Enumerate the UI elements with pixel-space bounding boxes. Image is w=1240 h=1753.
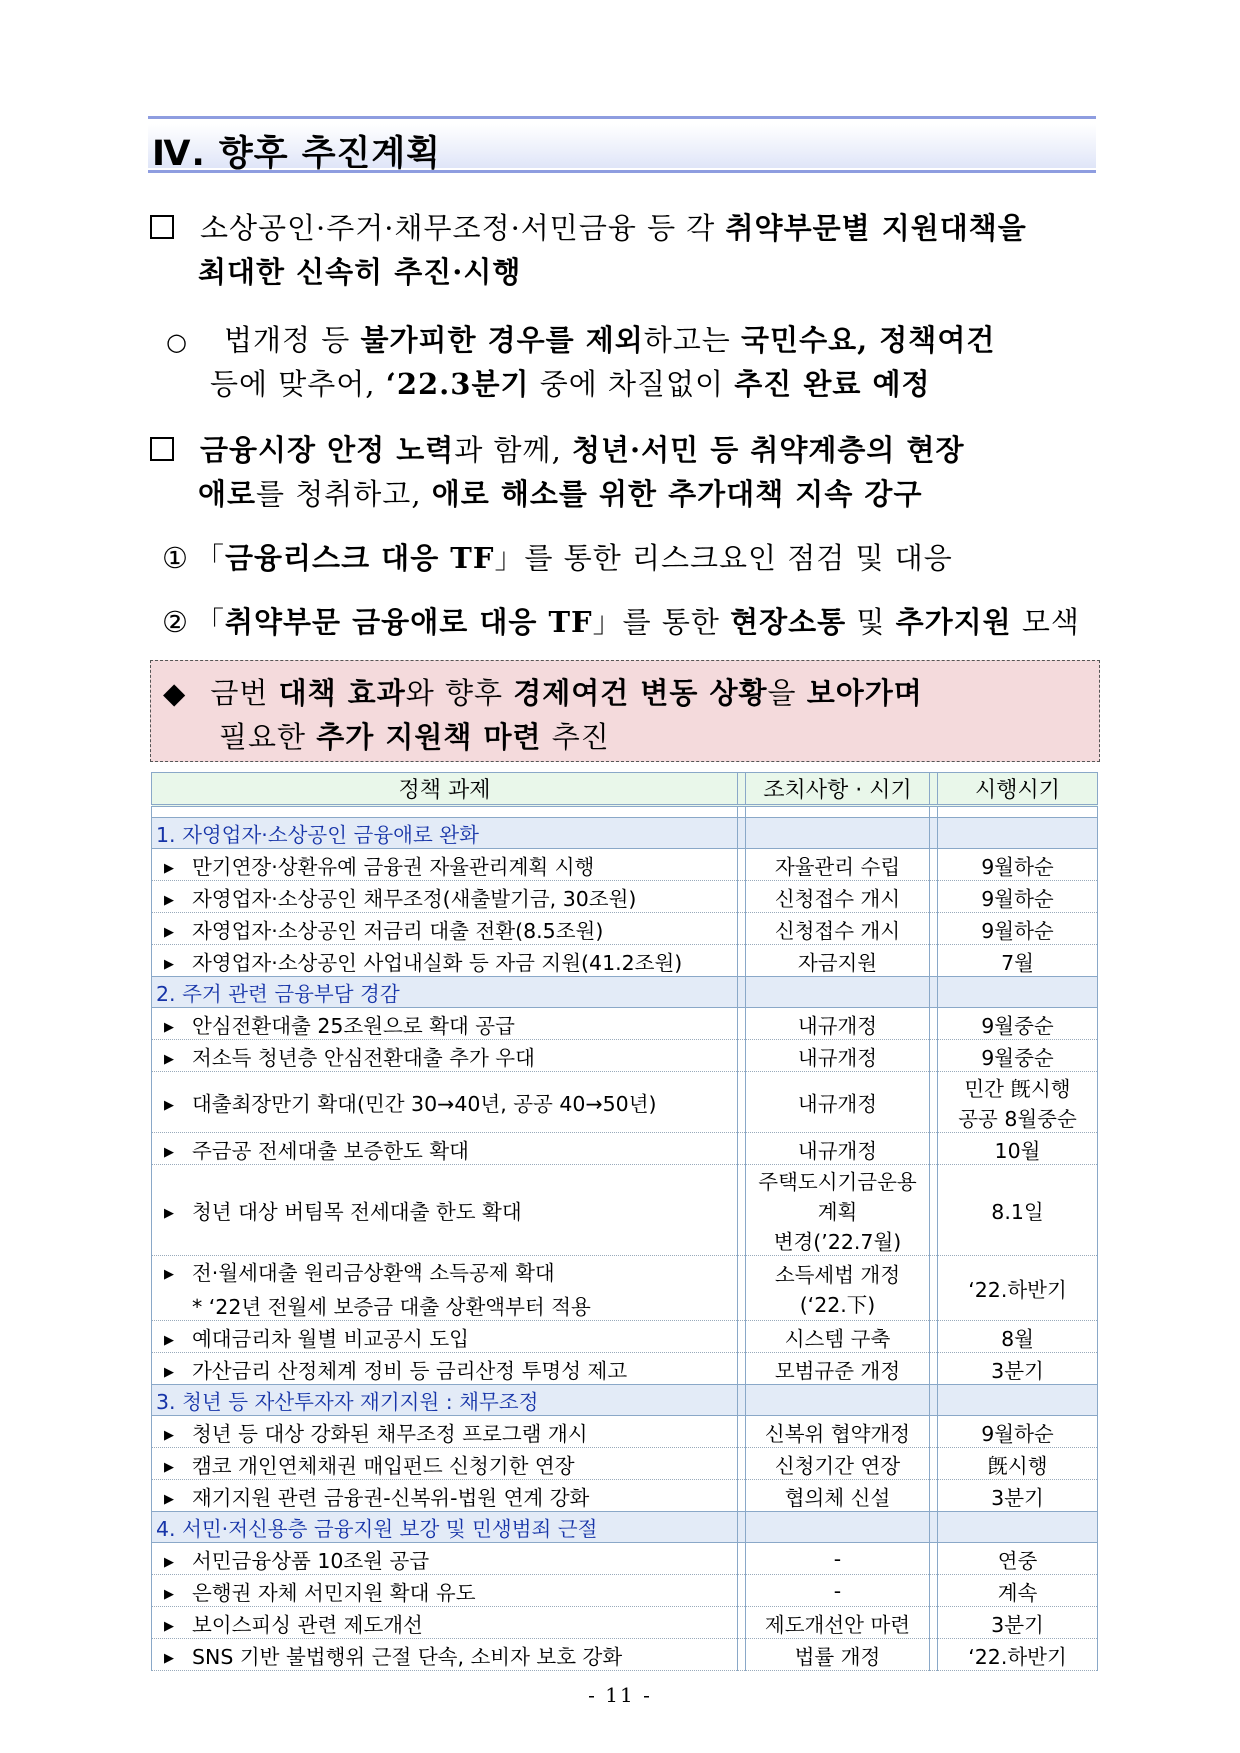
text-run: 국민수요, 정책여건 (741, 323, 996, 357)
task-text: 대출최장만기 확대(민간 30→40년, 공공 40→50년) (192, 1092, 657, 1116)
text-run: 취약부문 금융애로 대응 TF (225, 605, 593, 639)
gap-cell (738, 1416, 746, 1448)
when-cell: 9월하순 (938, 913, 1098, 945)
triangle-bullet-icon: ▶ (164, 892, 174, 908)
text-run: 대책 효과 (278, 676, 406, 710)
gap-cell (738, 849, 746, 881)
bullet-5-line (162, 600, 1080, 641)
spacer-cell (152, 806, 738, 818)
text-run: 애로 (198, 477, 257, 511)
header-when: 시행시기 (938, 773, 1098, 806)
action-cell: 법률 개정 (746, 1639, 930, 1671)
triangle-bullet-icon: ▶ (164, 924, 174, 940)
section-row (152, 977, 1098, 1008)
table-row (152, 1133, 1098, 1165)
table-row (152, 1165, 1098, 1256)
spacer-cell (930, 806, 938, 818)
action-cell: 신청접수 개시 (746, 881, 930, 913)
task-text: 서민금융상품 10조원 공급 (192, 1548, 430, 1573)
diamond-icon: ◆ (163, 676, 187, 710)
task-cell (152, 1416, 738, 1448)
text-run: 애로 해소를 위한 추가대책 지속 강구 (431, 477, 923, 511)
highlight-line-2 (219, 715, 610, 756)
task-text: 저소득 청년층 안심전환대출 추가 우대 (192, 1045, 535, 1070)
text-run: 」를 통한 리스크요인 점검 및 대응 (494, 541, 953, 575)
gap-cell (738, 1321, 746, 1353)
triangle-bullet-icon: ▶ (164, 1618, 174, 1634)
header-action: 조치사항 · 시기 (746, 773, 930, 806)
task-cell (152, 881, 738, 913)
gap-cell (738, 1575, 746, 1607)
when-cell: 9월중순 (938, 1008, 1098, 1040)
task-cell (152, 1353, 738, 1385)
section-header (148, 116, 1096, 176)
triangle-bullet-icon: ▶ (164, 1051, 174, 1067)
spacer-cell (746, 806, 930, 818)
text-run: 「 (195, 541, 226, 575)
text-run: 경제여건 변동 상황 (513, 676, 768, 710)
table-row (152, 1353, 1098, 1385)
section-when-cell (938, 1385, 1098, 1416)
text-run: 소상공인·주거·채무조정·서민금융 등 각 (200, 211, 726, 245)
page-number: - 11 - (588, 1683, 652, 1707)
triangle-bullet-icon: ▶ (164, 1459, 174, 1475)
when-cell: 8.1일 (938, 1165, 1098, 1256)
when-cell: 3분기 (938, 1480, 1098, 1512)
triangle-bullet-icon: ▶ (164, 1206, 174, 1221)
triangle-bullet-icon: ▶ (164, 956, 174, 972)
text-run: 금융시장 안정 노력 (200, 433, 455, 467)
gap-cell (930, 1480, 938, 1512)
task-text: 예대금리차 월별 비교공시 도입 (192, 1326, 469, 1351)
text-run: 추가지원 (895, 605, 1012, 639)
section-title-cell: 4. 서민·저신용층 금융지원 보강 및 민생범죄 근절 (152, 1512, 738, 1543)
bullet-1-line-1 (150, 206, 1027, 247)
bullet-1-line-2 (198, 250, 521, 291)
table-row (152, 1321, 1098, 1353)
action-cell: 모범규준 개정 (746, 1353, 930, 1385)
section-action-cell (746, 818, 930, 849)
text-run: 필요한 (219, 720, 317, 754)
text-run: 「 (195, 605, 226, 639)
task-text: 재기지원 관련 금융권-신복위-법원 연계 강화 (192, 1485, 590, 1510)
table-row (152, 913, 1098, 945)
gap-cell (930, 1448, 938, 1480)
table-row (152, 849, 1098, 881)
action-cell: 협의체 신설 (746, 1480, 930, 1512)
section-title: Ⅳ. 향후 추진계획 (152, 134, 441, 174)
gap-cell (738, 1385, 746, 1416)
action-cell: 신청기간 연장 (746, 1448, 930, 1480)
table-row (152, 1575, 1098, 1607)
action-cell: 주택도시기금운용계획 변경(’22.7월) (746, 1165, 930, 1256)
section-action-cell (746, 1512, 930, 1543)
task-text: 자영업자·소상공인 채무조정(새출발기금, 30조원) (192, 886, 637, 911)
text-run: 하고는 (643, 323, 742, 357)
section-action-cell (746, 977, 930, 1008)
task-text: 안심전환대출 25조원으로 확대 공급 (192, 1013, 515, 1038)
gap-cell (930, 945, 938, 977)
task-text: 은행권 자체 서민지원 확대 유도 (192, 1580, 476, 1605)
gap-cell (930, 818, 938, 849)
text-run: 모색 (1011, 605, 1080, 639)
gap-cell (930, 913, 938, 945)
task-text: 청년 대상 버팀목 전세대출 한도 확대 (192, 1200, 522, 1224)
table-row (152, 1607, 1098, 1639)
text-run: 현장소통 (730, 605, 847, 639)
section-title-cell: 2. 주거 관련 금융부담 경감 (152, 977, 738, 1008)
when-cell: 민간 旣시행 공공 8월중순 (938, 1072, 1098, 1133)
gap-cell (738, 1040, 746, 1072)
bullet-2-line-1 (166, 318, 995, 359)
section-title-cell: 1. 자영업자·소상공인 금융애로 완화 (152, 818, 738, 849)
bullet-2-line-2 (210, 362, 931, 403)
task-text: 자영업자·소상공인 사업내실화 등 자금 지원(41.2조원) (192, 950, 683, 975)
task-cell (152, 1256, 738, 1321)
when-cell: 9월하순 (938, 881, 1098, 913)
text-run: ‘22.3분기 (385, 367, 530, 401)
task-cell (152, 1165, 738, 1256)
gap-cell (738, 1543, 746, 1575)
gap-cell (930, 1543, 938, 1575)
gap-cell (738, 1072, 746, 1133)
circled-number-2: ② (162, 605, 189, 639)
text-run: 법개정 등 (223, 323, 361, 357)
task-cell (152, 1448, 738, 1480)
table-row (152, 1008, 1098, 1040)
task-text: 가산금리 산정체계 정비 등 금리산정 투명성 제고 (192, 1358, 628, 1383)
task-text: 자영업자·소상공인 저금리 대출 전환(8.5조원) (192, 918, 604, 943)
gap-cell (930, 1607, 938, 1639)
table-row (152, 1040, 1098, 1072)
task-cell (152, 1480, 738, 1512)
task-cell (152, 1543, 738, 1575)
text-run: 금번 (210, 676, 279, 710)
task-cell (152, 849, 738, 881)
task-cell (152, 913, 738, 945)
task-text: 보이스피싱 관련 제도개선 (192, 1612, 423, 1637)
highlight-box (150, 660, 1100, 762)
triangle-bullet-icon: ▶ (164, 1144, 174, 1160)
triangle-bullet-icon: ▶ (164, 1332, 174, 1348)
table-row (152, 1480, 1098, 1512)
text-run: 추진 (541, 720, 610, 754)
when-cell: 10월 (938, 1133, 1098, 1165)
task-text: 만기연장·상환유예 금융권 자율관리계획 시행 (192, 854, 595, 879)
gap-cell (738, 1165, 746, 1256)
table-row (152, 1448, 1098, 1480)
table-row (152, 1416, 1098, 1448)
table-row (152, 1543, 1098, 1575)
text-run: 을 (767, 676, 807, 710)
section-row (152, 1512, 1098, 1543)
when-cell: 7월 (938, 945, 1098, 977)
action-cell: 자금지원 (746, 945, 930, 977)
highlight-line-1 (163, 671, 923, 712)
table-row (152, 1639, 1098, 1671)
gap-cell (738, 1353, 746, 1385)
action-cell: 시스템 구축 (746, 1321, 930, 1353)
task-cell (152, 1072, 738, 1133)
when-cell: 3분기 (938, 1353, 1098, 1385)
gap-cell (738, 1480, 746, 1512)
task-cell (152, 1008, 738, 1040)
table-row (152, 945, 1098, 977)
text-run: 및 (846, 605, 896, 639)
task-cell (152, 1607, 738, 1639)
section-row (152, 818, 1098, 849)
table-body (152, 806, 1098, 1671)
triangle-bullet-icon: ▶ (164, 1364, 174, 1380)
gap-cell (738, 1607, 746, 1639)
gap-cell (930, 849, 938, 881)
gap-cell (738, 1639, 746, 1671)
gap-cell (738, 1256, 746, 1321)
task-text: 캠코 개인연체채권 매입펀드 신청기한 연장 (192, 1453, 575, 1478)
text-run: 추가 지원책 마련 (316, 720, 542, 754)
gap-cell (930, 1512, 938, 1543)
gap-cell (738, 945, 746, 977)
table-row (152, 1072, 1098, 1133)
bullet-3-line-1 (150, 428, 965, 469)
task-text: 청년 등 대상 강화된 채무조정 프로그램 개시 (192, 1421, 588, 1446)
gap-cell (738, 1512, 746, 1543)
policy-table (151, 772, 1098, 1671)
action-cell: - (746, 1543, 930, 1575)
task-cell (152, 1321, 738, 1353)
gap-cell (930, 1575, 938, 1607)
text-run: 」를 통한 (592, 605, 731, 639)
header-task: 정책 과제 (152, 773, 738, 806)
gap-cell (738, 977, 746, 1008)
gap-cell (738, 1448, 746, 1480)
task-cell (152, 1575, 738, 1607)
gap-cell (738, 881, 746, 913)
gap-cell (930, 1133, 938, 1165)
action-cell: 내규개정 (746, 1072, 930, 1133)
gap-cell (738, 913, 746, 945)
spacer-cell (738, 806, 746, 818)
task-note: * ‘22년 전월세 보증금 대출 상환액부터 적용 (192, 1295, 591, 1319)
triangle-bullet-icon: ▶ (164, 1554, 174, 1570)
checkbox-square-icon (150, 437, 174, 461)
gap-cell (930, 1353, 938, 1385)
text-run: 최대한 신속히 추진·시행 (198, 255, 522, 289)
triangle-bullet-icon: ▶ (164, 1267, 174, 1282)
text-run: 등에 맞추어, (210, 367, 386, 401)
triangle-bullet-icon: ▶ (164, 1586, 174, 1602)
gap-cell (930, 1008, 938, 1040)
task-cell (152, 1040, 738, 1072)
text-run: 청년·서민 등 취약계층의 현장 (572, 433, 965, 467)
action-cell: 신복위 협약개정 (746, 1416, 930, 1448)
table-row (152, 1256, 1098, 1321)
table-row (152, 881, 1098, 913)
checkbox-square-icon (150, 215, 174, 239)
task-text: SNS 기반 불법행위 근절 단속, 소비자 보호 강화 (192, 1644, 623, 1669)
when-cell: 3분기 (938, 1607, 1098, 1639)
gap-cell (930, 881, 938, 913)
bullet-3-line-2 (198, 472, 922, 513)
triangle-bullet-icon: ▶ (164, 860, 174, 876)
action-cell: 소득세법 개정 (‘22.下) (746, 1256, 930, 1321)
action-cell: - (746, 1575, 930, 1607)
action-cell: 내규개정 (746, 1133, 930, 1165)
circled-number-1: ① (162, 541, 189, 575)
section-title-cell: 3. 청년 등 자산투자자 재기지원 : 채무조정 (152, 1385, 738, 1416)
task-text: 주금공 전세대출 보증한도 확대 (192, 1138, 469, 1163)
when-cell: 연중 (938, 1543, 1098, 1575)
text-run: 과 함께, (454, 433, 573, 467)
gap-cell (930, 1072, 938, 1133)
text-run: 불가피한 경우를 제외 (360, 323, 644, 357)
when-cell: 9월중순 (938, 1040, 1098, 1072)
text-run: 금융리스크 대응 TF (225, 541, 495, 575)
when-cell: 旣시행 (938, 1448, 1098, 1480)
gap-cell (930, 1321, 938, 1353)
action-cell: 제도개선안 마련 (746, 1607, 930, 1639)
when-cell: ‘22.하반기 (938, 1639, 1098, 1671)
gap-cell (738, 1133, 746, 1165)
section-when-cell (938, 818, 1098, 849)
when-cell: 계속 (938, 1575, 1098, 1607)
section-when-cell (938, 977, 1098, 1008)
gap-cell (930, 1256, 938, 1321)
bullet-4-line (162, 536, 953, 577)
when-cell: 9월하순 (938, 1416, 1098, 1448)
section-row (152, 1385, 1098, 1416)
text-run: 중에 차질없이 (529, 367, 735, 401)
section-when-cell (938, 1512, 1098, 1543)
gap-cell (930, 977, 938, 1008)
spacer-cell (938, 806, 1098, 818)
action-cell: 신청접수 개시 (746, 913, 930, 945)
text-run: 와 향후 (405, 676, 514, 710)
task-cell (152, 1639, 738, 1671)
text-run: 추진 완료 예정 (734, 367, 931, 401)
when-cell: ‘22.하반기 (938, 1256, 1098, 1321)
gap-cell (738, 1008, 746, 1040)
task-cell (152, 945, 738, 977)
triangle-bullet-icon: ▶ (164, 1650, 174, 1666)
gap-cell (930, 1639, 938, 1671)
text-run: 를 청취하고, (256, 477, 432, 511)
task-text: 전·월세대출 원리금상환액 소득공제 확대 (192, 1261, 555, 1285)
gap-cell (738, 818, 746, 849)
text-run: 보아가며 (806, 676, 923, 710)
gap-cell (930, 1385, 938, 1416)
action-cell: 내규개정 (746, 1008, 930, 1040)
gap-cell (930, 1416, 938, 1448)
section-action-cell (746, 1385, 930, 1416)
gap-cell (930, 1040, 938, 1072)
header-top-rule (148, 116, 1096, 119)
when-cell: 8월 (938, 1321, 1098, 1353)
triangle-bullet-icon: ▶ (164, 1098, 174, 1113)
action-cell: 자율관리 수립 (746, 849, 930, 881)
triangle-bullet-icon: ▶ (164, 1491, 174, 1507)
action-cell: 내규개정 (746, 1040, 930, 1072)
circle-bullet-icon: ○ (166, 328, 188, 356)
gap-cell (930, 1165, 938, 1256)
when-cell: 9월하순 (938, 849, 1098, 881)
task-cell (152, 1133, 738, 1165)
triangle-bullet-icon: ▶ (164, 1019, 174, 1035)
triangle-bullet-icon: ▶ (164, 1427, 174, 1443)
text-run: 취약부문별 지원대책을 (725, 211, 1027, 245)
